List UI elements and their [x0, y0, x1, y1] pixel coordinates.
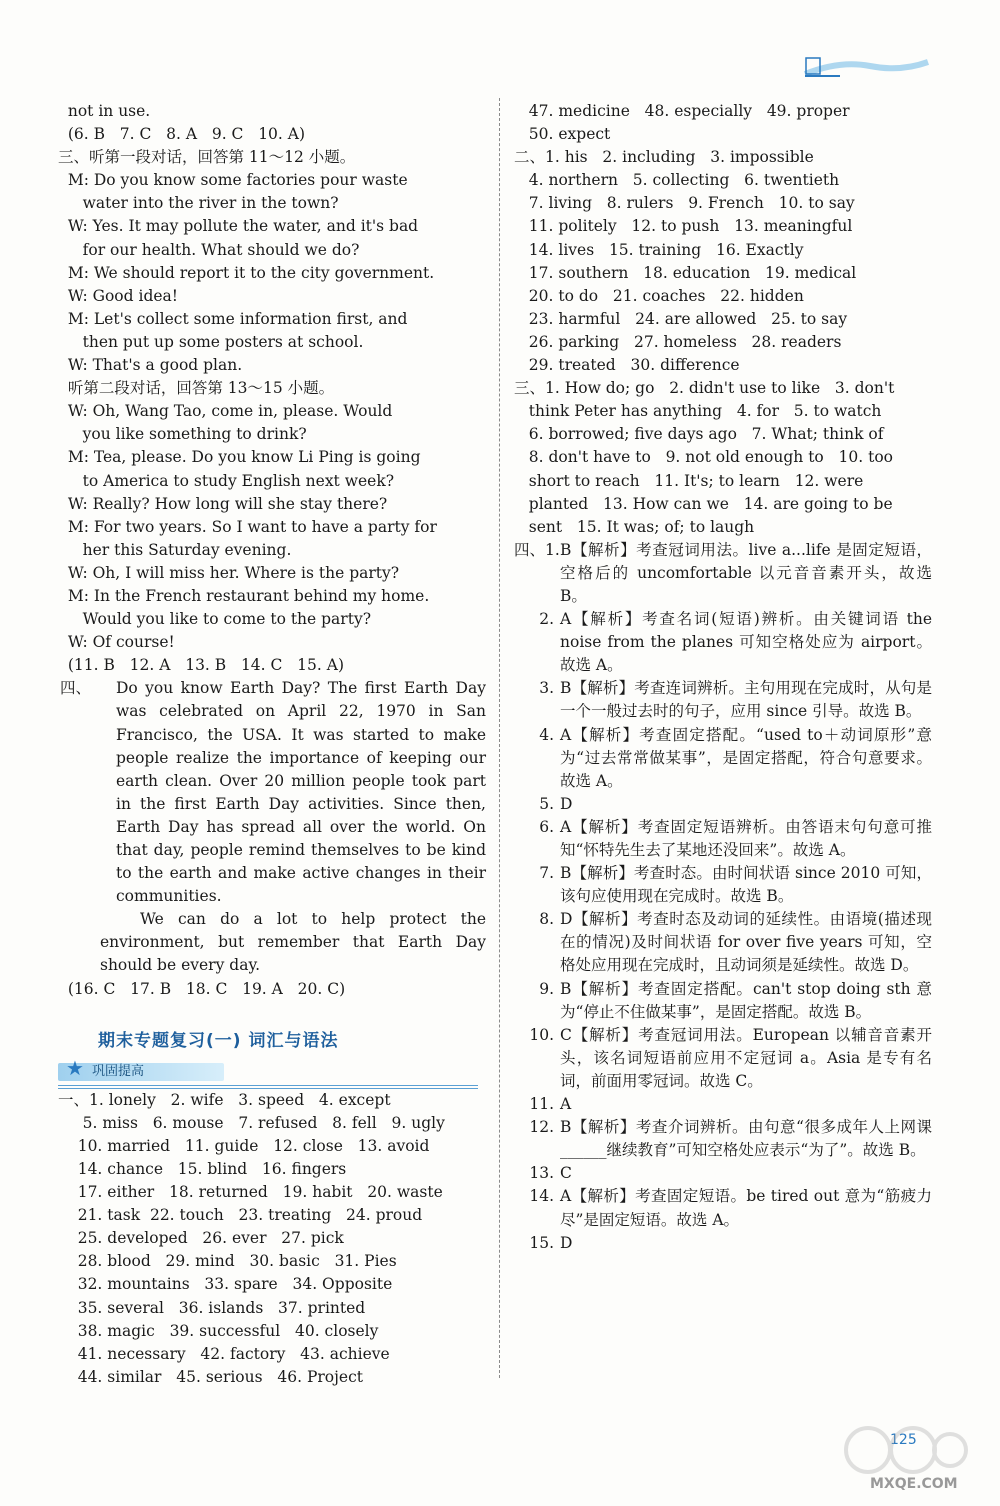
header-decoration [800, 52, 930, 82]
vocab-line: 一、1. lonely 2. wife 3. speed 4. except [58, 1090, 391, 1109]
explanation-item [514, 1024, 932, 1093]
answer-lines [514, 100, 932, 539]
item-number: 7. [539, 864, 554, 883]
vocab-line: 35. several 36. islands 37. printed [58, 1298, 366, 1317]
answer-line: 17. southern 18. education 19. medical [514, 263, 857, 282]
script-line: you like something to drink? [58, 425, 307, 444]
passage-paragraph-1: Do you know Earth Day? The first Earth Day was celebrated on April 22, 1970 in San Francisco, the USA. It was started to make people realize the importance of keeping our earth clean. Over 20 million people took part in the first Earth Day activities. Since then, Earth Day has spread all over the world. On that day, people remind themselves to be kind to the earth and make active changes in their communities. [116, 679, 486, 906]
star-icon: ★ [66, 1055, 84, 1080]
banner-label: 巩固提高 [92, 1063, 145, 1079]
answer-line: planted 13. How can we 14. are going to be [514, 494, 893, 513]
vocab-line: 10. married 11. guide 12. close 13. avoid [58, 1136, 430, 1155]
answer-line: 三、1. How do; go 2. didn't use to like 3. don't [514, 379, 895, 398]
explanation-item [514, 978, 932, 1024]
vocab-line: 28. blood 29. mind 30. basic 31. Pies [58, 1252, 397, 1271]
answer-line: think Peter has anything 4. for 5. to watch [514, 402, 882, 421]
script-line: 听第二段对话，回答第 13～15 小题。 [58, 379, 335, 398]
script-line: W: Really? How long will she stay there? [58, 494, 388, 513]
explanation-item [514, 1093, 932, 1116]
item-number: 2. [539, 610, 554, 629]
item-text: A【解析】考查固定搭配。“used to＋动词原形”意为“过去常常做某事”，是固定搭配，符合句意要求。故选 A。 [560, 725, 932, 790]
page-number: 125 [890, 1432, 917, 1448]
passage-label: 四、 [60, 679, 92, 698]
script-line: W: That's a good plan. [58, 356, 243, 375]
explanation-item [514, 1232, 932, 1255]
item-text: A【解析】考查名词(短语)辨析。由关键词语 the noise from the planes 可知空格处应为 airport。故选 A。 [560, 610, 932, 675]
answer-line: 20. to do 21. coaches 22. hidden [514, 286, 804, 305]
explanation-item [514, 1185, 932, 1231]
vocab-line: 41. necessary 42. factory 43. achieve [58, 1344, 390, 1363]
item-number: 四、1. [514, 540, 560, 559]
item-text: A [560, 1095, 572, 1114]
vocab-line: 17. either 18. returned 19. habit 20. waste [58, 1183, 443, 1202]
item-number: 11. [529, 1095, 554, 1114]
script-line: then put up some posters at school. [58, 332, 364, 351]
item-number: 15. [529, 1233, 554, 1252]
answer-line: 23. harmful 24. are allowed 25. to say [514, 309, 848, 328]
explanation-item [514, 608, 932, 677]
answer-line: 50. expect [514, 125, 611, 144]
vocab-line: 21. task 22. touch 23. treating 24. proud [58, 1206, 423, 1225]
item-number: 10. [529, 1025, 554, 1044]
left-column [58, 100, 486, 1389]
item-number: 8. [539, 910, 554, 929]
item-number: 14. [529, 1187, 554, 1206]
item-number: 13. [529, 1164, 554, 1183]
script-line: M: Tea, please. Do you know Li Ping is going [58, 448, 421, 467]
explanation-item [514, 908, 932, 977]
script-line: M: In the French restaurant behind my home. [58, 586, 430, 605]
item-number: 12. [529, 1118, 554, 1137]
section-title: 期末专题复习(一) 词汇与语法 [98, 1030, 339, 1051]
vocab-line: 5. miss 6. mouse 7. refused 8. fell 9. ugly [58, 1113, 445, 1132]
item-text: A【解析】考查固定短语。be tired out 意为“筋疲力尽”是固定短语。故选 A。 [560, 1187, 932, 1229]
answer-line: 29. treated 30. difference [514, 356, 740, 375]
vocab-line: 14. chance 15. blind 16. fingers [58, 1159, 347, 1178]
explanation-item [514, 1116, 932, 1162]
item-text: D [560, 794, 573, 813]
item-text: B【解析】考查时态。由时间状语 since 2010 可知，该句应使用现在完成时。故选 B。 [560, 864, 932, 906]
script-line: for our health. What should we do? [58, 240, 360, 259]
explanation-item [514, 539, 932, 608]
item-number: 6. [539, 817, 554, 836]
item-text: B【解析】考查介词辨析。由句意“很多成年人上网课______继续教育”可知空格处应表示“为了”。故选 B。 [560, 1118, 932, 1160]
answer-line: 26. parking 27. homeless 28. readers [514, 332, 842, 351]
script-line: M: Let's collect some information first, and [58, 309, 408, 328]
listening-script [58, 100, 486, 677]
explanation-item [514, 793, 932, 816]
item-number: 5. [539, 794, 554, 813]
item-text: D [560, 1233, 573, 1252]
vocab-line: 38. magic 39. successful 40. closely [58, 1321, 379, 1340]
reading-passage [58, 677, 486, 908]
script-line: M: We should report it to the city government. [58, 263, 435, 282]
item-text: B【解析】考查固定搭配。can't stop doing sth 意为“停止不住做某事”，是固定搭配。故选 B。 [560, 979, 932, 1021]
explanation-item [514, 677, 932, 723]
script-line: 三、听第一段对话，回答第 11～12 小题。 [58, 148, 356, 167]
answer-line: 7. living 8. rulers 9. French 10. to say [514, 194, 855, 213]
script-line: M: For two years. So I want to have a party for [58, 517, 437, 536]
item-number: 4. [539, 725, 554, 744]
answers-16-20: (16. C 17. B 18. C 19. A 20. C) [58, 979, 346, 998]
item-text: A【解析】考查固定短语辨析。由答语末句句意可推知“怀特先生去了某地还没回来”。故选 A。 [560, 817, 932, 859]
vocab-line: 25. developed 26. ever 27. pick [58, 1229, 344, 1248]
item-text: B【解析】考查连词辨析。主句用现在完成时，从句是一个一般过去时的句子，应用 since 引导。故选 B。 [560, 679, 932, 721]
answer-line: 11. politely 12. to push 13. meaningful [514, 217, 853, 236]
script-line: not in use. [58, 102, 151, 120]
answer-line: 6. borrowed; five days ago 7. What; think of [514, 425, 884, 444]
script-line: W: Yes. It may pollute the water, and it's bad [58, 217, 419, 236]
explanation-item [514, 862, 932, 908]
explanation-item [514, 816, 932, 862]
answer-line: 47. medicine 48. especially 49. proper [514, 102, 850, 120]
script-line: M: Do you know some factories pour waste [58, 171, 408, 190]
explanation-item [514, 724, 932, 793]
item-text: C【解析】考查冠词用法。European 以辅音音素开头，该名词短语前应用不定冠词 a。Asia 是专有名词，前面用零冠词。故选 C。 [560, 1025, 932, 1090]
vocab-line: 32. mountains 33. spare 34. Opposite [58, 1275, 393, 1294]
answer-line: 4. northern 5. collecting 6. twentieth [514, 171, 840, 190]
item-text: D【解析】考查时态及动词的延续性。由语境(描述现在的情况)及时间状语 for over five years 可知，空格处应用现在完成时，且动词须是延续性。故选 D。 [560, 910, 932, 975]
script-line: Would you like to come to the party? [58, 610, 372, 629]
answer-line: 14. lives 15. training 16. Exactly [514, 240, 804, 259]
script-line: W: Oh, I will miss her. Where is the party? [58, 563, 400, 582]
script-line: (11. B 12. A 13. B 14. C 15. A) [58, 656, 344, 675]
passage-paragraph-2: We can do a lot to help protect the environment, but remember that Earth Day should be every day. [100, 910, 486, 975]
watermark-text: MXQE.COM [870, 1476, 958, 1492]
explanations [514, 539, 932, 1255]
consolidation-banner [58, 1055, 224, 1081]
item-number: 9. [539, 979, 554, 998]
answer-line: short to reach 11. It's; to learn 12. were [514, 471, 864, 490]
column-divider [499, 98, 500, 1378]
script-line: W: Good idea! [58, 286, 179, 305]
answer-line: 8. don't have to 9. not old enough to 10. too [514, 448, 894, 467]
answer-line: sent 15. It was; of; to laugh [514, 517, 755, 536]
script-line: W: Of course! [58, 633, 175, 652]
banner-row [58, 1055, 486, 1089]
answer-line: 二、1. his 2. including 3. impossible [514, 148, 814, 167]
vocabulary-answers [58, 1089, 486, 1389]
right-column [514, 100, 932, 1255]
item-number: 3. [539, 679, 554, 698]
script-line: her this Saturday evening. [58, 540, 292, 559]
script-line: W: Oh, Wang Tao, come in, please. Would [58, 402, 393, 421]
script-line: to America to study English next week? [58, 471, 395, 490]
script-line: water into the river in the town? [58, 194, 339, 213]
vocab-line: 44. similar 45. serious 46. Project [58, 1367, 363, 1386]
script-line: (6. B 7. C 8. A 9. C 10. A) [58, 125, 306, 144]
item-text: C [560, 1164, 572, 1183]
item-text: B【解析】考查冠词用法。live a...life 是固定短语，空格后的 uncomfortable 以元音音素开头，故选 B。 [560, 540, 932, 605]
explanation-item [514, 1162, 932, 1185]
